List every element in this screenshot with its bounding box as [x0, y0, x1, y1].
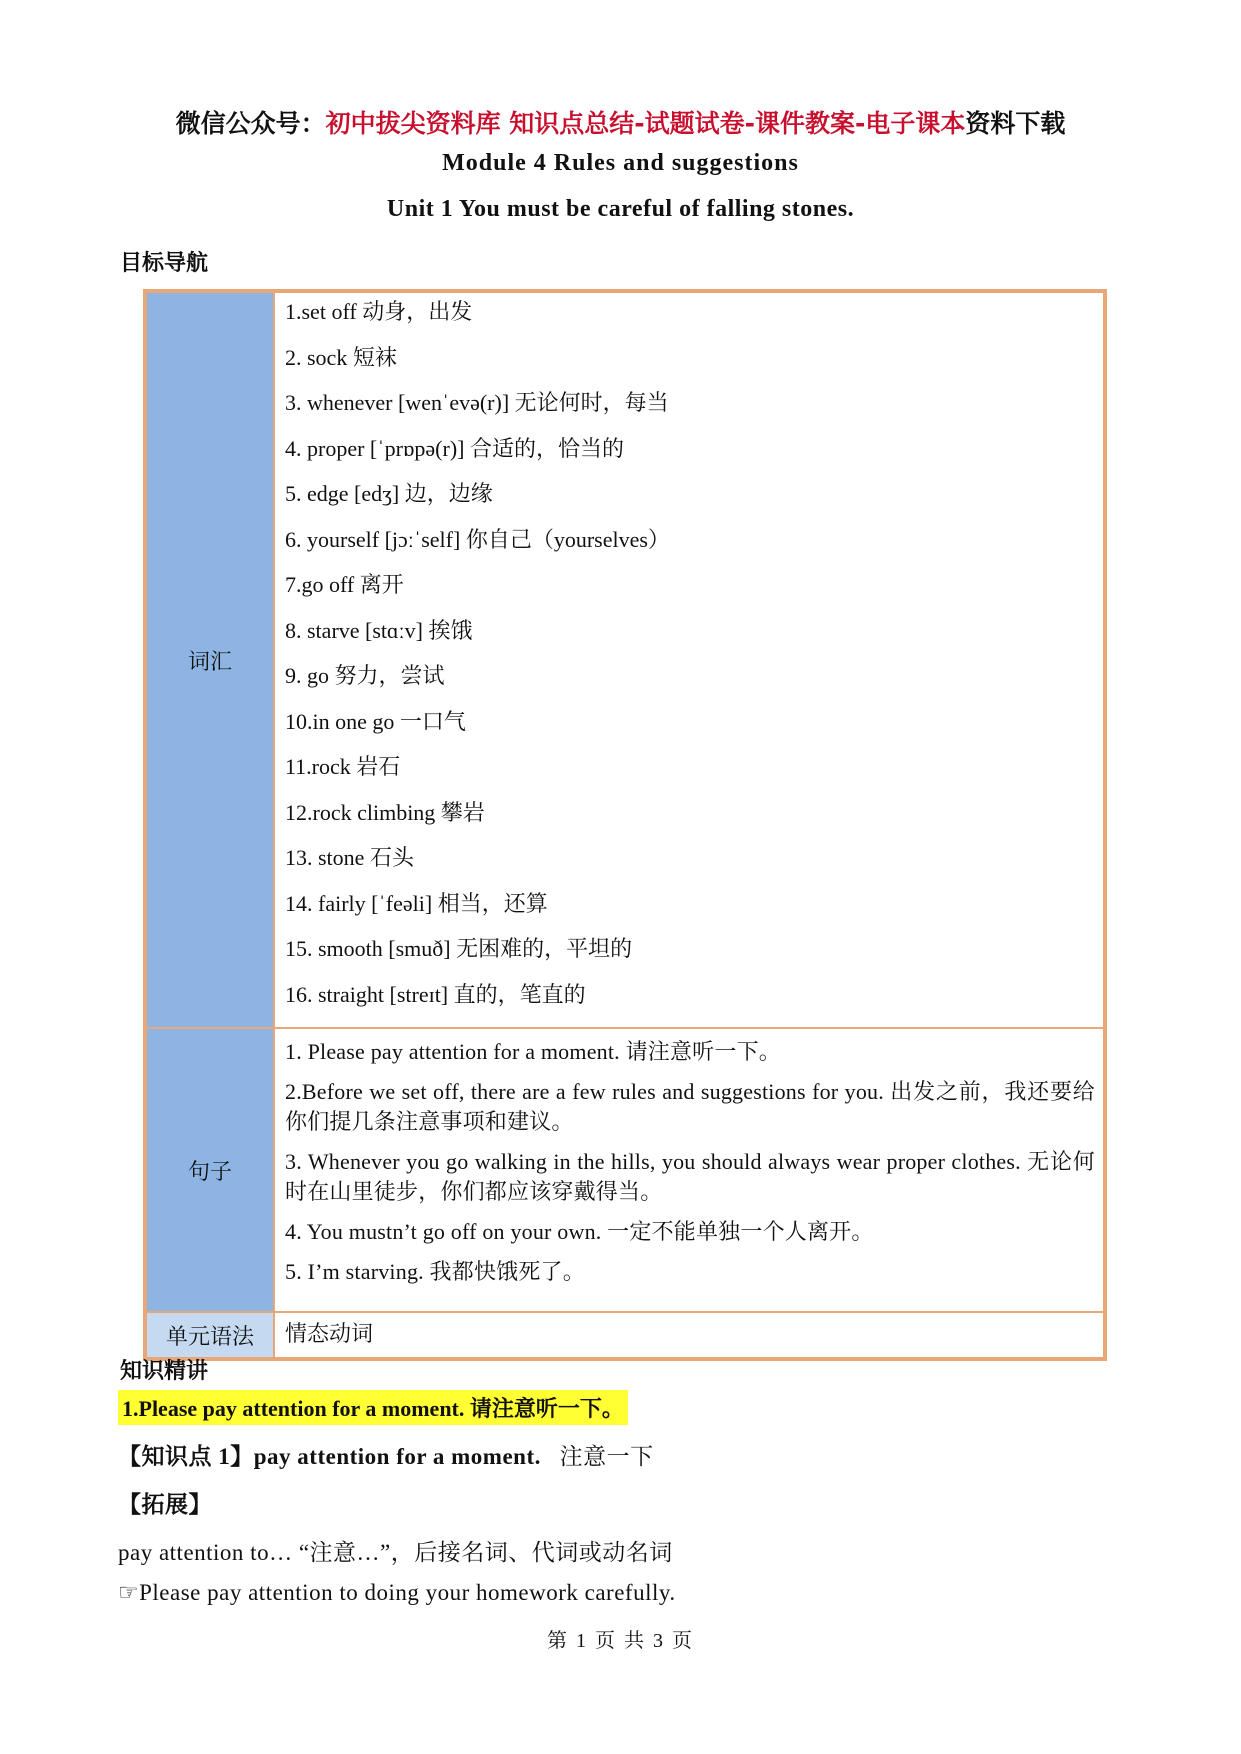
vocab-item: 8. starve [stɑːv] 挨饿 — [285, 617, 473, 643]
vocab-item: 4. proper [ˈprɒpə(r)] 合适的，恰当的 — [285, 435, 624, 461]
vocab-item: 3. whenever [wenˈevə(r)] 无论何时，每当 — [285, 390, 669, 415]
vocab-item: 13. stone 石头 — [285, 845, 414, 870]
page-footer: 第 1 页 共 3 页 — [547, 1630, 694, 1652]
sentence-item: 1. Please pay attention for a moment. 请注意听一下。 — [285, 1039, 781, 1064]
vocab-item: 16. straight [streɪt] 直的，笔直的 — [285, 981, 586, 1007]
banner-highlight: 初中拔尖资料库 知识点总结-试题试卷-课件教案-电子课本 — [325, 109, 966, 138]
section-goals-heading: 目标导航 — [120, 251, 209, 276]
point1-label: 【知识点 1】pay attention for a moment. — [118, 1444, 541, 1469]
unit-title: Unit 1 You must be careful of falling stones. — [386, 196, 855, 222]
header-banner — [0, 104, 1241, 140]
grammar-cell — [274, 1312, 1104, 1358]
point1-meaning: 注意一下 — [559, 1444, 654, 1469]
vocab-item: 5. edge [edʒ] 边，边缘 — [285, 481, 493, 506]
vocab-item: 15. smooth [smuð] 无困难的，平坦的 — [285, 936, 633, 961]
point1-line — [118, 1438, 654, 1471]
expand-line: pay attention to… “注意…”，后接名词、代词或动名词 — [118, 1540, 673, 1565]
vocab-item: 10.in one go 一口气 — [285, 708, 466, 734]
goals-table — [143, 289, 1107, 1361]
sentence-list — [274, 1028, 1104, 1312]
grammar-label: 单元语法 — [146, 1312, 274, 1358]
vocab-item: 9. go 努力，尝试 — [285, 663, 445, 688]
example-line: ☞Please pay attention to doing your homework carefully. — [118, 1580, 676, 1605]
banner-prefix: 微信公众号： — [175, 109, 326, 138]
sentence-item: 4. You mustn’t go off on your own. 一定不能单独一个人离开。 — [285, 1219, 874, 1244]
sentence-item: 2.Before we set off, there are a few rules and suggestions for you. 出发之前，我还要给你们提几条注意事项和建议。 — [285, 1079, 1095, 1134]
module-title: Module 4 Rules and suggestions — [442, 150, 799, 176]
grammar-text: 情态动词 — [285, 1321, 374, 1346]
vocab-item: 12.rock climbing 攀岩 — [285, 799, 485, 825]
banner-suffix: 资料下载 — [965, 109, 1066, 138]
section-knowledge-heading: 知识精讲 — [120, 1359, 209, 1384]
vocab-item: 11.rock 岩石 — [285, 754, 401, 779]
vocab-item: 7.go off 离开 — [285, 572, 404, 597]
vocab-item: 2. sock 短袜 — [285, 344, 397, 370]
vocab-item: 1.set off 动身，出发 — [285, 299, 473, 324]
vocab-label: 词汇 — [146, 292, 274, 1028]
sentence-item: 3. Whenever you go walking in the hills, you should always wear proper clothes. 无论何时在山里徒步，你们都应该穿戴得当。 — [285, 1149, 1095, 1204]
sentence-label: 句子 — [146, 1028, 274, 1312]
sentence-item: 5. I’m starving. 我都快饿死了。 — [285, 1259, 585, 1284]
expand-label: 【拓展】 — [118, 1492, 212, 1517]
vocab-list — [274, 292, 1104, 1028]
vocab-item: 14. fairly [ˈfeəli] 相当，还算 — [285, 890, 548, 916]
point1-highlight: 1.Please pay attention for a moment. 请注意听一下。 — [118, 1390, 628, 1425]
vocab-item: 6. yourself [jɔːˈself] 你自己（yourselves） — [285, 526, 670, 552]
